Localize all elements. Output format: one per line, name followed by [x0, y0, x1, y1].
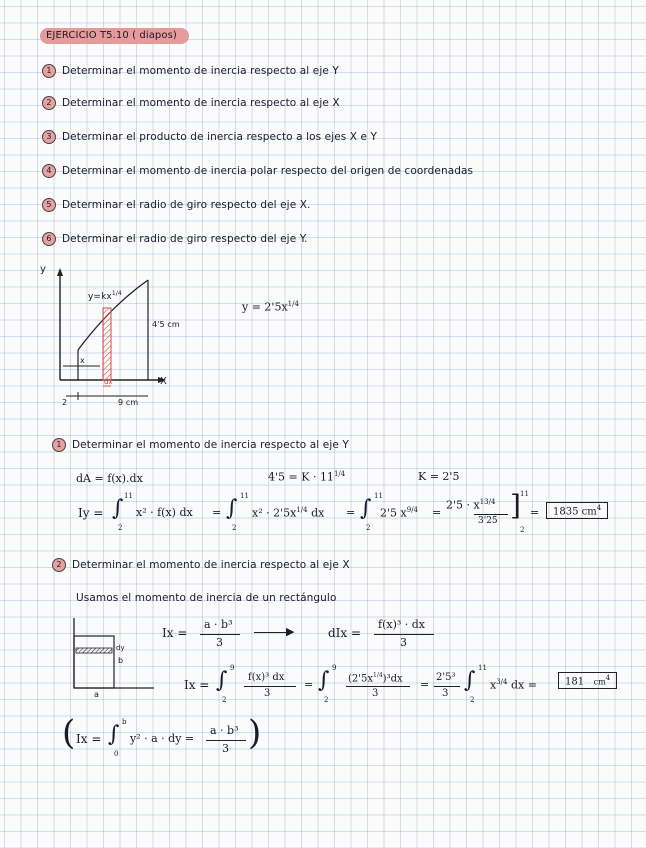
- b-label: b: [118, 656, 124, 665]
- iy-lhs: Iy =: [78, 506, 104, 520]
- dx-label: dx: [104, 378, 113, 386]
- part-1-heading: 1 Determinar el momento de inercia respecto al eje Y: [52, 438, 349, 452]
- task-number: 5: [42, 198, 56, 212]
- dix-num: f(x)³ · dx: [378, 618, 426, 631]
- fraction-bar: [200, 634, 240, 635]
- integral-sign: ∫: [318, 668, 330, 693]
- k-value: K = 2'5: [418, 470, 460, 483]
- task-number: 1: [42, 64, 56, 78]
- integral-upper: 11: [240, 492, 249, 500]
- integral-upper: b: [122, 718, 127, 726]
- dix-den: 3: [400, 636, 407, 649]
- task-number: 4: [42, 164, 56, 178]
- ix-lhs: Ix =: [162, 626, 188, 640]
- integrand-4: $2'5 \cdot x^{13/4}$: [446, 498, 496, 512]
- aside-open-paren: (: [62, 713, 76, 753]
- task-text: Determinar el radio de giro respecto del eje X.: [62, 199, 311, 211]
- integral-lower: 0: [114, 750, 119, 758]
- arrow-line: [254, 632, 290, 633]
- integral-lower: 2: [470, 696, 475, 704]
- eval-upper: 11: [520, 490, 529, 498]
- start-label: 2: [62, 398, 68, 407]
- integrand-2: $x^2 \cdot 2'5x^{1/4}$ dx: [252, 506, 325, 520]
- task-number: 6: [42, 232, 56, 246]
- ix-num: a · b³: [204, 618, 233, 631]
- part-2-heading: 2 Determinar el momento de inercia respecto al eje X: [52, 558, 350, 572]
- eval-bracket: ]: [510, 489, 521, 522]
- equals-sign: =: [304, 678, 314, 691]
- task-6: [42, 232, 308, 246]
- eval-lower: 2: [520, 526, 525, 534]
- width-label: 9 cm: [118, 398, 139, 407]
- task-number: 2: [42, 96, 56, 110]
- part-number: 1: [52, 438, 66, 452]
- task-number: 3: [42, 130, 56, 144]
- result-iy: 1835 $cm^4$: [546, 502, 608, 519]
- dy-label: dy: [116, 644, 125, 652]
- result-ix: 181 $cm^4$: [558, 672, 617, 689]
- integral-lower: 2: [232, 524, 237, 532]
- equals-sign: =: [346, 506, 356, 519]
- integral-sign: ∫: [226, 496, 238, 521]
- int-3-den: 3: [442, 688, 449, 699]
- fraction-bar: [206, 740, 246, 741]
- fraction-den: 3'25: [478, 516, 498, 526]
- integral-lower: 2: [222, 696, 227, 704]
- int-1-den: 3: [264, 688, 271, 699]
- task-1: [42, 64, 339, 78]
- aside-body: y² · a · dy =: [130, 732, 195, 745]
- y-axis-label: y: [40, 264, 47, 275]
- task-2: [42, 96, 340, 110]
- height-label: 4'5 cm: [152, 320, 180, 329]
- task-3: [42, 130, 377, 144]
- integrand-1: x² · f(x) dx: [136, 506, 193, 519]
- aside-num: a · b³: [210, 724, 239, 737]
- area-sketch: [30, 262, 190, 412]
- task-text: Determinar el radio de giro respecto del eje Y.: [62, 233, 308, 245]
- task-4: [42, 164, 473, 178]
- fraction-bar: [374, 634, 434, 635]
- integral-lower: 2: [366, 524, 371, 532]
- dA-equation: dA = f(x).dx: [76, 472, 143, 485]
- integral-sign: ∫: [216, 668, 228, 693]
- equals-sign: =: [420, 678, 430, 691]
- int-2-den: 3: [372, 688, 379, 699]
- integral-upper: 11: [374, 492, 383, 500]
- int-3-body: $x^{3/4}$ dx =: [490, 678, 537, 692]
- ix-int-lhs: Ix =: [184, 678, 210, 692]
- integral-upper: 11: [124, 492, 133, 500]
- dx-strip: [103, 308, 111, 380]
- equals-sign: =: [212, 506, 222, 519]
- int-3-num: 2'5³: [436, 672, 456, 683]
- dix-lhs: dIx =: [328, 626, 362, 640]
- int-2-num: $(2'5x^{1/4})^3dx$: [348, 672, 403, 685]
- function-definition: $y = 2'5x^{1/4}$: [242, 300, 299, 314]
- equals-sign: =: [530, 506, 540, 519]
- task-5: [42, 198, 310, 212]
- integral-upper: 9: [230, 664, 235, 672]
- integral-lower: 2: [118, 524, 123, 532]
- fraction-bar: [434, 686, 460, 687]
- part-2-subheading: Usamos el momento de inercia de un rectángulo: [76, 592, 337, 604]
- task-text: Determinar el producto de inercia respecto a los ejes X e Y: [62, 131, 378, 143]
- fraction-bar: [474, 514, 508, 515]
- ix-den: 3: [216, 636, 223, 649]
- part-number: 2: [52, 558, 66, 572]
- fraction-bar: [346, 686, 410, 687]
- integral-upper: 9: [332, 664, 337, 672]
- integral-upper: 11: [478, 664, 487, 672]
- task-text: Determinar el momento de inercia respecto al eje X: [62, 97, 340, 109]
- k-equation: $4'5 = K \cdot 11^{1/4}$: [268, 470, 346, 484]
- dy-strip: [76, 648, 112, 653]
- task-text: Determinar el momento de inercia polar respecto del origen de coordenadas: [62, 165, 474, 177]
- exercise-title: EJERCICIO T5.10 ( diapos): [40, 28, 189, 44]
- rectangle-sketch: [66, 614, 158, 694]
- rectangle-shape: [74, 636, 114, 688]
- aside-close-paren: ): [248, 713, 262, 753]
- arrow-head: ▶: [286, 625, 295, 638]
- integrand-3: 2'5 $x^{9/4}$: [380, 506, 418, 520]
- x-axis-label: X: [160, 376, 167, 387]
- fraction-bar: [244, 686, 296, 687]
- equals-sign: =: [432, 506, 442, 519]
- a-label: a: [94, 690, 100, 699]
- integral-sign: ∫: [108, 722, 120, 747]
- x-distance-label: x: [80, 356, 85, 365]
- int-1-num: f(x)³ dx: [248, 672, 285, 683]
- integral-sign: ∫: [112, 496, 124, 521]
- integral-sign: ∫: [464, 668, 476, 693]
- integral-lower: 2: [324, 696, 329, 704]
- task-text: Determinar el momento de inercia respecto al eje Y: [62, 65, 339, 77]
- aside-den: 3: [222, 742, 229, 755]
- integral-sign: ∫: [360, 496, 372, 521]
- curve-label: $y=kx^{1/4}$: [88, 290, 122, 302]
- aside-lhs: Ix =: [76, 732, 102, 746]
